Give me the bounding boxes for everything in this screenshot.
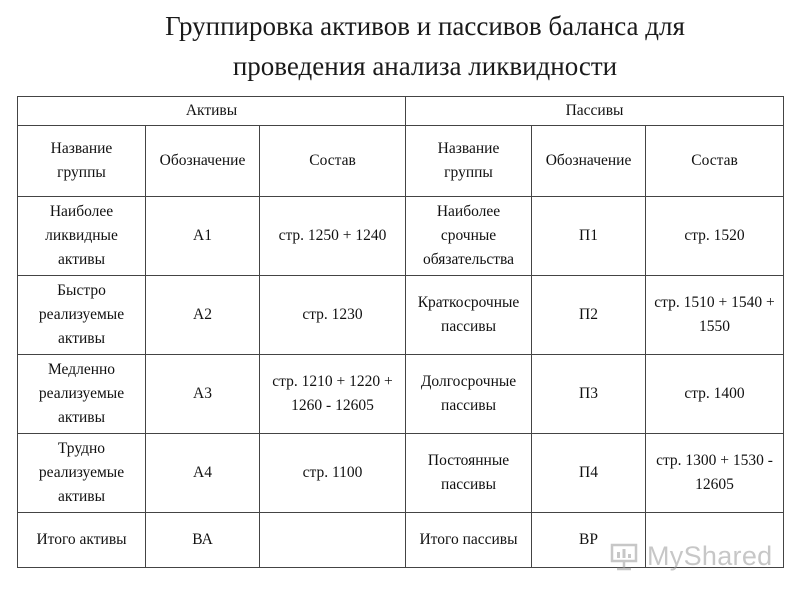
asset-group-name-header: Название группы [18, 126, 146, 197]
asset-group-name: Быстро реализуемые активы [18, 276, 146, 355]
liability-composition: стр. 1300 + 1530 - 12605 [646, 434, 784, 513]
liability-composition: стр. 1400 [646, 355, 784, 434]
liability-group-name-header: Название группы [406, 126, 532, 197]
table-row [18, 355, 784, 434]
liabilities-section-header: Пассивы [406, 97, 784, 126]
asset-composition: стр. 1100 [260, 434, 406, 513]
table-row [18, 276, 784, 355]
liability-group-name: Краткосрочные пассивы [406, 276, 532, 355]
liability-group-name: Постоянные пассивы [406, 434, 532, 513]
asset-code: А3 [146, 355, 260, 434]
liability-code: П1 [532, 197, 646, 276]
asset-group-name: Трудно реализуемые активы [18, 434, 146, 513]
page-title [0, 6, 800, 86]
total-liabilities-code: ВР [532, 513, 646, 568]
asset-designation-header: Обозначение [146, 126, 260, 197]
liability-composition: стр. 1510 + 1540 + 1550 [646, 276, 784, 355]
liability-group-name: Долгосрочные пассивы [406, 355, 532, 434]
asset-composition-header: Состав [260, 126, 406, 197]
table-row [18, 434, 784, 513]
total-assets-code: ВА [146, 513, 260, 568]
total-assets-label: Итого активы [18, 513, 146, 568]
watermark-text: MyShared [647, 540, 773, 571]
liability-code: П4 [532, 434, 646, 513]
asset-composition: стр. 1210 + 1220 + 1260 - 12605 [260, 355, 406, 434]
liability-composition: стр. 1520 [646, 197, 784, 276]
asset-code: А2 [146, 276, 260, 355]
liability-group-name: Наиболее срочные обязательства [406, 197, 532, 276]
asset-composition: стр. 1250 + 1240 [260, 197, 406, 276]
liquidity-table [17, 96, 784, 568]
title-line-1: Группировка активов и пассивов баланса для [165, 11, 685, 41]
asset-group-name: Наиболее ликвидные активы [18, 197, 146, 276]
asset-composition: стр. 1230 [260, 276, 406, 355]
presentation-board-icon [609, 541, 639, 571]
total-assets-composition [260, 513, 406, 568]
liability-designation-header: Обозначение [532, 126, 646, 197]
table-row [18, 197, 784, 276]
liability-composition-header: Состав [646, 126, 784, 197]
title-line-2: проведения анализа ликвидности [232, 51, 618, 81]
asset-code: А1 [146, 197, 260, 276]
total-liabilities-label: Итого пассивы [406, 513, 532, 568]
section-header-row [18, 97, 784, 126]
myshared-watermark [609, 536, 779, 576]
asset-code: А4 [146, 434, 260, 513]
liability-code: П3 [532, 355, 646, 434]
liability-code: П2 [532, 276, 646, 355]
column-header-row [18, 126, 784, 197]
asset-group-name: Медленно реализуемые активы [18, 355, 146, 434]
assets-section-header: Активы [18, 97, 406, 126]
